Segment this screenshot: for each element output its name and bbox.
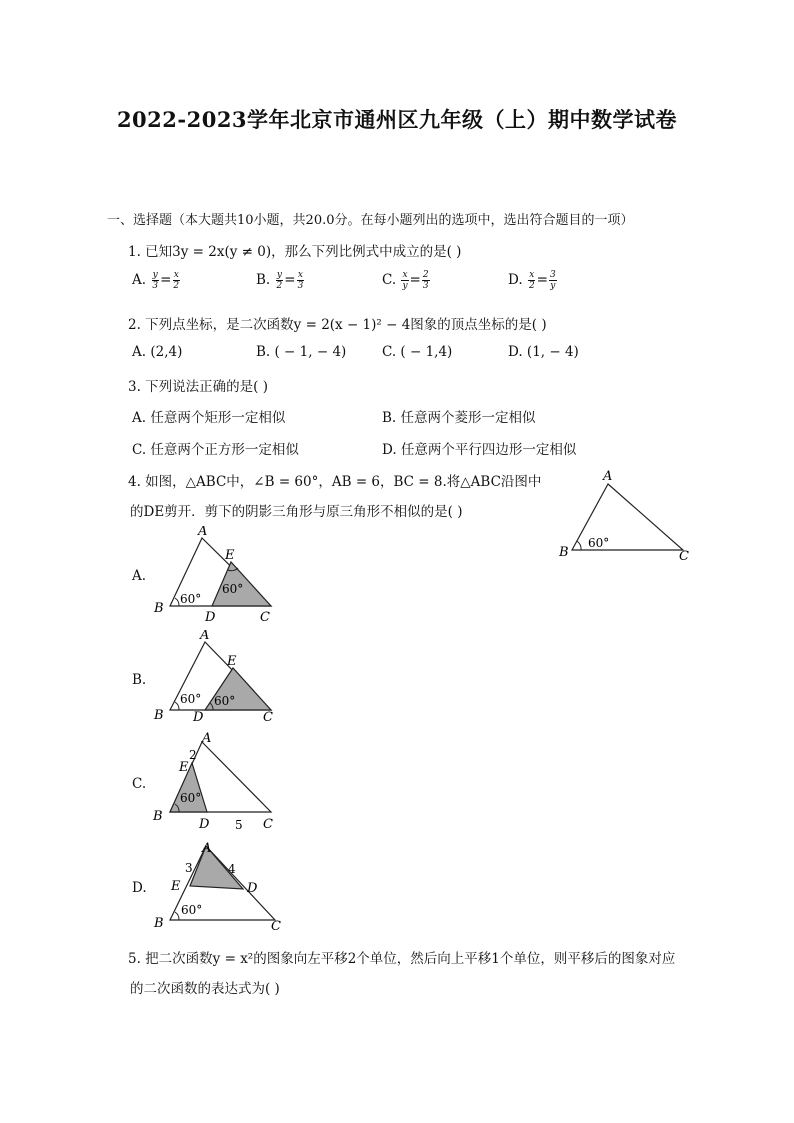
vertex-e-label: E <box>225 548 235 563</box>
q1-option-c[interactable]: C. $\frac{x}{y}$ = $\frac{2}{3}$ <box>382 270 429 291</box>
angle-label-d: 60° <box>214 694 236 708</box>
angle-label-b: 60° <box>180 791 202 805</box>
denominator: 3 <box>297 281 304 291</box>
angle-label-b: 60° <box>181 903 203 917</box>
angle-arc <box>577 541 581 550</box>
vertex-a-label: A <box>202 841 212 856</box>
q1-option-d[interactable]: D. $\frac{x}{2}$ = $\frac{3}{y}$ <box>508 270 556 291</box>
vertex-d-label: D <box>193 710 204 725</box>
numerator: 3 <box>549 270 556 280</box>
question-4-stem-line1: 4. 如图，△ABC中，∠B = 60°，AB = 6，BC = 8.将△ABC沿图中 <box>128 474 542 490</box>
vertex-d-label: D <box>247 881 258 896</box>
vertex-a-label: A <box>198 526 208 539</box>
vertex-c-label: C <box>263 817 273 832</box>
q2-option-b[interactable]: B. ( − 1, − 4) <box>256 344 347 360</box>
angle-arc-b <box>175 912 179 920</box>
question-1-stem: 1. 已知3y = 2x(y ≠ 0)，那么下列比例式中成立的是( ) <box>128 244 462 260</box>
vertex-b-label: B <box>154 601 164 616</box>
vertex-b-label: B <box>153 809 163 824</box>
q4-option-b-label[interactable]: B. <box>132 672 147 688</box>
q4-option-b-figure[interactable] <box>150 630 280 730</box>
reference-triangle-figure <box>555 468 695 564</box>
denominator: 3 <box>422 281 429 291</box>
q4-option-c-label[interactable]: C. <box>132 776 147 792</box>
denominator: 2 <box>528 281 535 291</box>
option-label: A. <box>132 272 147 288</box>
q3-option-d[interactable]: D. 任意两个平行四边形一定相似 <box>382 442 577 458</box>
vertex-e-label: E <box>179 760 189 775</box>
numerator: x <box>529 270 535 280</box>
numerator: x <box>173 270 179 280</box>
numerator: y <box>152 270 158 280</box>
vertex-c-label: C <box>679 549 689 564</box>
vertex-b-label: B <box>154 708 164 723</box>
vertex-c-label: C <box>263 710 273 725</box>
question-2-stem: 2. 下列点坐标，是二次函数y = 2(x − 1)² − 4图象的顶点坐标的是( ) <box>128 317 547 333</box>
denominator: 2 <box>276 281 283 291</box>
vertex-a-label: A <box>603 469 613 484</box>
segment-dc-length: 5 <box>235 818 243 832</box>
vertex-b-label: B <box>154 916 164 931</box>
denominator: 3 <box>152 281 159 291</box>
numerator: y <box>276 270 282 280</box>
angle-label: 60° <box>588 536 610 550</box>
option-label: C. <box>382 272 397 288</box>
denominator: y <box>402 281 408 291</box>
numerator: x <box>297 270 303 280</box>
q1-option-b[interactable]: B. $\frac{y}{2}$ = $\frac{x}{3}$ <box>256 270 304 291</box>
segment-ae-length: 3 <box>185 861 193 875</box>
q4-option-a-label[interactable]: A. <box>132 568 147 584</box>
vertex-e-label: E <box>171 879 181 894</box>
vertex-a-label: A <box>202 731 212 746</box>
vertex-d-label: D <box>199 817 210 832</box>
vertex-c-label: C <box>260 610 270 625</box>
angle-label-e: 60° <box>222 582 244 596</box>
q4-option-a-figure[interactable] <box>150 526 280 628</box>
q2-option-c[interactable]: C. ( − 1,4) <box>382 344 453 360</box>
angle-label-b: 60° <box>180 692 202 706</box>
q3-option-a[interactable]: A. 任意两个矩形一定相似 <box>132 410 286 426</box>
denominator: 2 <box>173 281 180 291</box>
question-4-stem-line2: 的DE剪开．剪下的阴影三角形与原三角形不相似的是( ) <box>130 504 463 520</box>
q2-option-d[interactable]: D. (1, − 4) <box>508 344 579 360</box>
page-title: 2022-2023学年北京市通州区九年级（上）期中数学试卷 <box>116 107 678 132</box>
q4-option-d-label[interactable]: D. <box>132 880 147 896</box>
vertex-e-label: E <box>227 654 237 669</box>
option-label: D. <box>508 272 523 288</box>
vertex-d-label: D <box>205 610 216 625</box>
vertex-b-label: B <box>559 545 569 560</box>
vertex-c-label: C <box>271 919 281 934</box>
numerator: x <box>402 270 408 280</box>
angle-arc-b <box>175 598 179 606</box>
question-3-stem: 3. 下列说法正确的是( ) <box>128 379 268 395</box>
q1-option-a[interactable]: A. $\frac{y}{3}$ = $\frac{x}{2}$ <box>132 270 180 291</box>
q3-option-b[interactable]: B. 任意两个菱形一定相似 <box>382 410 536 426</box>
q4-option-c-figure[interactable] <box>150 730 280 834</box>
option-label: B. <box>256 272 271 288</box>
denominator: y <box>550 281 556 291</box>
section-heading: 一、选择题（本大题共10小题，共20.0分。在每小题列出的选项中，选出符合题目的一项） <box>107 213 634 228</box>
angle-label-b: 60° <box>180 592 202 606</box>
question-5-stem-line2: 的二次函数的表达式为( ) <box>130 981 280 997</box>
angle-arc-b <box>175 702 179 710</box>
q4-option-d-figure[interactable] <box>150 834 290 936</box>
q3-option-c[interactable]: C. 任意两个正方形一定相似 <box>132 442 299 458</box>
numerator: 2 <box>422 270 429 280</box>
q2-option-a[interactable]: A. (2,4) <box>132 344 183 360</box>
vertex-a-label: A <box>200 630 210 643</box>
segment-ad-length: 4 <box>228 862 236 876</box>
question-5-stem-line1: 5. 把二次函数y = x²的图象向左平移2个单位，然后向上平移1个单位，则平移后的图象对应 <box>128 951 676 967</box>
segment-ae-length: 2 <box>189 748 197 762</box>
